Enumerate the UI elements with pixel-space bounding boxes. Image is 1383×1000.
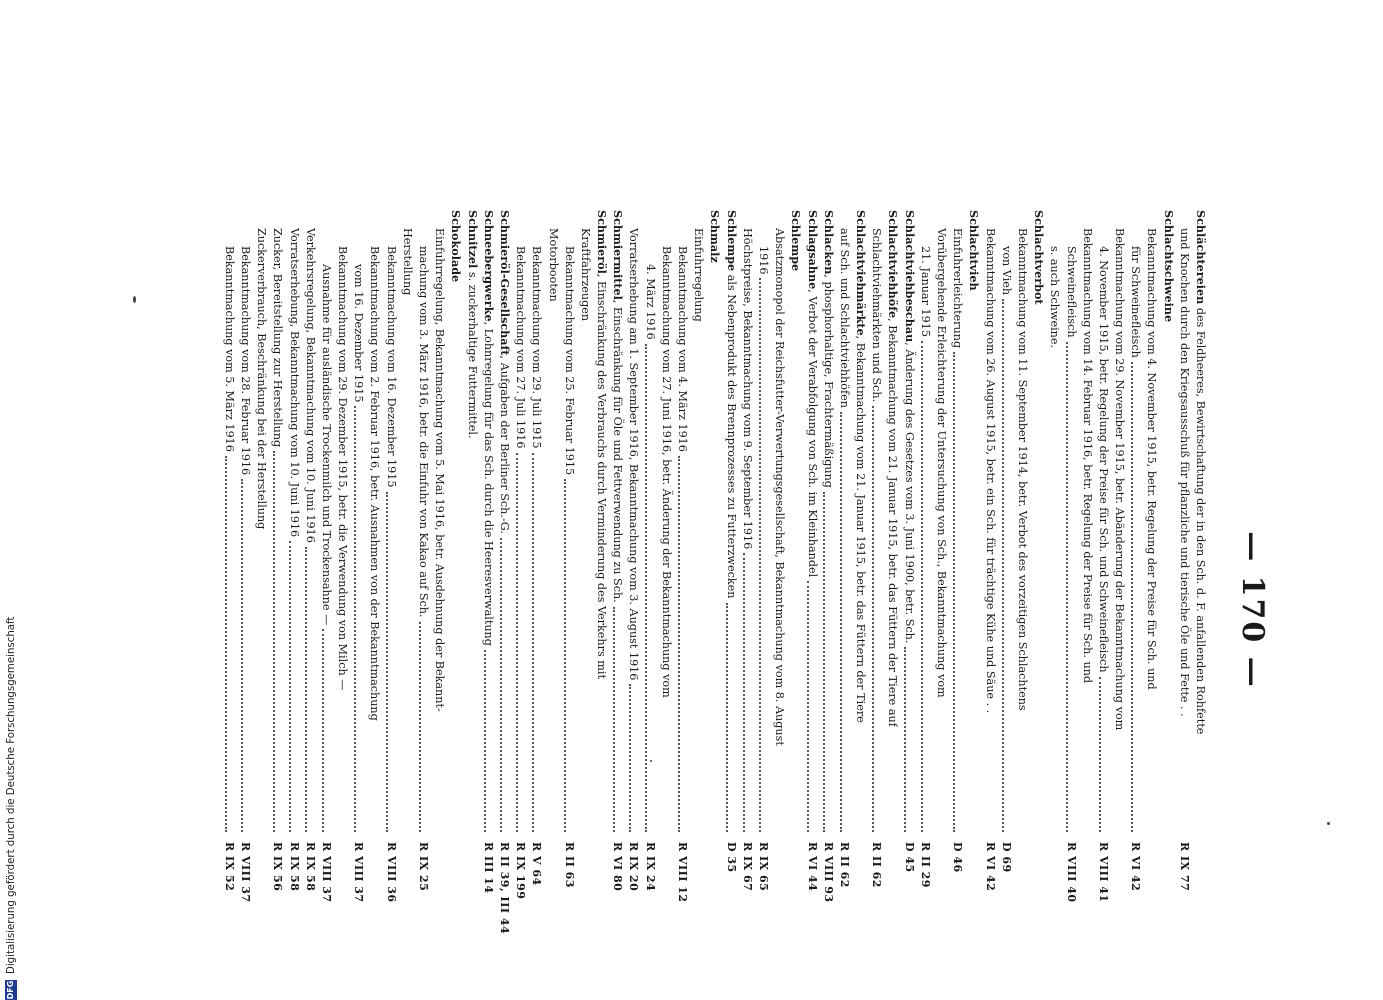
entry-description: , Bekanntmachung vom 21. Januar 1915, betr. das Füttern der Tiere auf xyxy=(886,318,900,727)
entry-description: Bekanntmachung vom 27. Juni 1916, betr. Änderung der Bekanntmachung vom xyxy=(659,246,673,698)
dot-leader xyxy=(419,622,421,832)
entry-text xyxy=(1095,210,1111,673)
index-entry xyxy=(949,210,965,950)
dot-leader xyxy=(500,538,502,832)
entry-reference: R II 62 xyxy=(870,842,884,888)
index-entry xyxy=(820,210,836,950)
entry-description: für Schweinefleisch xyxy=(1129,246,1143,358)
entry-description: des Feldheeres, Bewirtschaftung der in den Sch. d. F. anfallenden Rohfette xyxy=(1194,304,1208,735)
entry-description: , Lohnregelung für das Sch. durch die Heeresverwaltung xyxy=(481,321,495,646)
entry-description: Bekanntmachung vom 5. März 1916 xyxy=(222,246,236,452)
entry-description: Herstellung xyxy=(400,228,414,296)
entry-description: Vorübergehende Erleichterung der Untersuchung von Sch., Bekanntmachung vom xyxy=(935,228,949,698)
entry-reference: R V 64 xyxy=(530,842,544,886)
index-entry xyxy=(577,210,593,950)
index-entry xyxy=(431,210,447,950)
dot-leader xyxy=(1131,362,1133,832)
dot-leader xyxy=(273,451,275,832)
entry-keyword: Schmieröl xyxy=(595,210,610,274)
entry-reference: R IX 56 xyxy=(271,842,285,892)
entry-description: vom 16. Dezember 1915 xyxy=(352,264,366,403)
entry-text xyxy=(350,210,366,402)
index-entry xyxy=(512,210,528,950)
entry-keyword: Schlacken xyxy=(821,210,836,275)
entry-text xyxy=(366,210,382,721)
entry-description: Motorbooten xyxy=(546,228,560,302)
entry-keyword: Schlachtschweine xyxy=(1161,210,1176,323)
index-entry xyxy=(852,210,868,950)
entry-text xyxy=(334,210,350,690)
dot-leader xyxy=(921,341,923,832)
entry-keyword: Schlachtviehmärkte xyxy=(854,210,869,336)
entry-text xyxy=(868,210,884,402)
entry-text xyxy=(1046,210,1062,348)
index-entry xyxy=(382,210,398,950)
index-entry xyxy=(1030,210,1046,950)
entry-text xyxy=(577,210,593,321)
dot-leader xyxy=(953,352,955,832)
entry-description: Bekanntmachung vom 11. September 1914, betr. Verbot des vorzeitigen Schlachtens xyxy=(1015,228,1029,711)
entry-description: Zucker, Bereitstellung zur Herstellung xyxy=(271,228,285,448)
entry-description: , Einschränkung des Verbrauchs durch Verminderung des Verkehrs mit xyxy=(595,273,609,679)
entry-text xyxy=(690,210,706,322)
index-entries xyxy=(221,210,1208,950)
entry-keyword: Schnitzel xyxy=(465,210,480,269)
index-entry xyxy=(480,210,496,950)
entry-keyword: Schneebergwerke xyxy=(481,210,496,322)
index-entry xyxy=(253,210,269,950)
index-entry xyxy=(998,210,1014,950)
entry-description: Bekanntmachung vom 26. August 1915, betr. ein Sch. für trächtige Kühe und Säue . . xyxy=(983,228,997,714)
dot-leader xyxy=(1099,677,1101,832)
dot-leader xyxy=(726,603,728,833)
index-entry xyxy=(544,210,560,950)
entry-reference: R IX 67 xyxy=(740,842,754,892)
index-entry xyxy=(868,210,884,950)
entry-description: Vorratserhebung, Bekanntmachung vom 10. Juni 1916 xyxy=(287,228,301,538)
scan-speck xyxy=(1327,822,1330,825)
index-entry xyxy=(366,210,382,950)
dot-leader xyxy=(645,344,647,832)
entry-description: Bekanntmachung vom 29. Juli 1915 xyxy=(530,246,544,449)
index-entry xyxy=(690,210,706,950)
index-entry xyxy=(625,210,641,950)
entry-text xyxy=(496,210,512,534)
index-entry xyxy=(965,210,981,950)
entry-reference: R VIII 41 xyxy=(1096,842,1110,903)
index-entry xyxy=(1127,210,1143,950)
index-entry xyxy=(528,210,544,950)
entry-keyword: Schlächtereien xyxy=(1194,210,1208,305)
index-entry xyxy=(302,210,318,950)
entry-reference: R II 63 xyxy=(562,842,576,888)
dot-leader xyxy=(516,453,518,832)
entry-description: Bekanntmachung vom 4. November 1915, betr. Regelung der Preise für Sch. und xyxy=(1145,228,1159,690)
entry-text xyxy=(625,210,641,680)
entry-text xyxy=(739,210,755,549)
entry-description: Schlachtviehmärkten und Sch. xyxy=(870,228,884,403)
entry-reference: R VI 80 xyxy=(611,842,625,892)
index-entry xyxy=(787,210,803,950)
entry-text xyxy=(382,210,398,488)
index-entry xyxy=(463,210,479,950)
entry-reference: R VIII 37 xyxy=(352,842,366,903)
entry-reference: R II 39, III 44 xyxy=(497,842,511,935)
entry-reference: D 69 xyxy=(999,842,1013,873)
dot-leader xyxy=(241,479,243,832)
entry-text xyxy=(722,210,738,599)
dot-leader xyxy=(484,650,486,832)
index-entry xyxy=(1143,210,1159,950)
entry-reference: D 46 xyxy=(951,842,965,873)
dot-leader xyxy=(1002,299,1004,832)
index-entry xyxy=(334,210,350,950)
entry-text xyxy=(447,210,463,282)
dot-leader xyxy=(1066,342,1068,832)
index-entry xyxy=(674,210,690,950)
entry-text xyxy=(285,210,301,537)
entry-text xyxy=(933,210,949,698)
index-entry xyxy=(884,210,900,950)
index-entry xyxy=(1095,210,1111,950)
entry-description: Höchstpreise, Bekanntmachung vom 9. September 1916 xyxy=(740,228,754,550)
entry-description: 4. März 1916 xyxy=(643,264,657,340)
entry-keyword: Schmiermittel xyxy=(611,210,626,300)
entry-description: , Verbot der Verabfolgung von Sch. im Kleinhandel xyxy=(805,289,819,578)
index-entry xyxy=(803,210,819,950)
entry-text xyxy=(852,210,868,723)
index-entry xyxy=(771,210,787,950)
entry-text xyxy=(415,210,431,618)
dot-leader xyxy=(904,647,906,832)
entry-description: , Aufgaben der Berliner Sch.-G. xyxy=(497,355,511,534)
entry-description: Bekanntmachung vom 29. Dezember 1915, betr. die Verwendung von Milch — xyxy=(336,246,350,691)
rotated-text-block xyxy=(110,210,1270,950)
entry-text xyxy=(463,210,479,439)
index-entry xyxy=(900,210,916,950)
dot-leader xyxy=(322,629,324,832)
entry-text xyxy=(1111,210,1127,730)
entry-reference: R VIII 93 xyxy=(821,842,835,903)
entry-text xyxy=(917,210,933,337)
entry-keyword: Schmieröl-Gesellschaft xyxy=(497,210,512,356)
entry-text xyxy=(998,210,1014,295)
entry-description: und Knochen durch den Kriegsausschuß für pflanzliche und tierische Öle und Fette . . xyxy=(1177,228,1191,717)
entry-reference: R VIII 36 xyxy=(384,842,398,903)
entry-text xyxy=(399,210,415,295)
entry-text xyxy=(674,210,690,452)
entry-text xyxy=(755,210,771,274)
entry-description: Bekanntmachung vom 14. Februar 1916, betr. Regelung der Preise für Sch. und xyxy=(1080,228,1094,684)
entry-description: 1916 xyxy=(756,246,770,275)
entry-text xyxy=(544,210,560,302)
entry-description: Einfuhrregelung xyxy=(692,228,706,322)
index-entry xyxy=(285,210,301,950)
entry-reference: R IX 24 xyxy=(643,842,657,892)
index-entry xyxy=(1159,210,1175,950)
index-entry xyxy=(609,210,625,950)
entry-description: machung vom 3. März 1916, betr. die Einfuhr von Kakao auf Sch. xyxy=(417,246,431,618)
dot-leader xyxy=(386,492,388,832)
entry-text xyxy=(884,210,900,727)
dot-leader xyxy=(613,607,615,832)
entry-text xyxy=(1127,210,1143,358)
dot-leader xyxy=(743,553,745,832)
entry-text xyxy=(706,210,722,263)
entry-reference: R IX 52 xyxy=(222,842,236,892)
entry-keyword: Schlachtverbot xyxy=(1032,210,1047,305)
entry-reference: R IX 77 xyxy=(1177,842,1191,892)
entry-text xyxy=(1079,210,1095,683)
entry-text xyxy=(641,210,657,340)
index-entry xyxy=(221,210,237,950)
entry-keyword: Schlempe xyxy=(724,210,739,272)
index-entry xyxy=(641,210,657,950)
entry-reference: R VI 44 xyxy=(805,842,819,892)
index-entry xyxy=(658,210,674,950)
dot-leader xyxy=(289,541,291,832)
index-entry xyxy=(269,210,285,950)
index-entry xyxy=(237,210,253,950)
index-entry xyxy=(318,210,334,950)
dot-leader xyxy=(225,456,227,832)
entry-reference: R VIII 12 xyxy=(676,842,690,903)
entry-reference: D 45 xyxy=(902,842,916,873)
entry-description: Bekanntmachung vom 4. März 1916 xyxy=(676,246,690,452)
entry-text xyxy=(237,210,253,475)
index-entry xyxy=(706,210,722,950)
entry-text xyxy=(480,210,496,646)
entry-text xyxy=(1062,210,1078,338)
index-entry xyxy=(399,210,415,950)
dot-leader xyxy=(872,406,874,832)
dot-leader xyxy=(354,406,356,832)
index-entry xyxy=(917,210,933,950)
entry-reference: R VIII 40 xyxy=(1064,842,1078,903)
entry-text xyxy=(803,210,819,577)
entry-reference: R IX 199 xyxy=(514,842,528,900)
entry-keyword: Schlachtviehbeschau xyxy=(902,210,917,343)
entry-text xyxy=(1143,210,1159,690)
index-entry xyxy=(561,210,577,950)
entry-text xyxy=(1176,210,1192,717)
entry-description: , Änderung des Gesetzes vom 3. Juni 1900, betr. Sch. xyxy=(902,342,916,644)
entry-description: Kraftfahrzeugen xyxy=(578,228,592,322)
entry-text xyxy=(900,210,916,643)
entry-text xyxy=(1159,210,1175,322)
entry-description: 4. November 1915, betr. Regelung der Preise für Sch. und Schweinefleisch xyxy=(1096,246,1110,673)
index-entry xyxy=(836,210,852,950)
dot-leader xyxy=(807,581,809,832)
entry-description: auf Sch. und Schlachtviehhöfen xyxy=(837,228,851,408)
index-entry xyxy=(1111,210,1127,950)
entry-reference: R IX 25 xyxy=(417,842,431,892)
entry-description: Bekanntmachung vom 27. Juli 1916 xyxy=(514,246,528,449)
entry-description: , Bekanntmachung vom 21. Januar 1915, betr. das Füttern der Tiere xyxy=(854,335,868,723)
index-entry xyxy=(755,210,771,950)
scan-speck xyxy=(650,760,652,762)
entry-text xyxy=(820,210,836,488)
index-entry xyxy=(496,210,512,950)
entry-description: Einfuhrregelung, Bekanntmachung vom 5. Mai 1916, betr. Ausdehnung der Bekannt- xyxy=(433,228,447,712)
entry-description: Absatzmonopol der Reichsfutter-Verwertungsgesellschaft, Bekanntmachung vom 8. August xyxy=(773,228,787,746)
index-entry xyxy=(981,210,997,950)
dot-leader xyxy=(824,492,826,832)
entry-reference: R IX 58 xyxy=(287,842,301,892)
entry-text xyxy=(787,210,803,271)
entry-description: Vorratserhebung am 1. September 1916, Bekanntmachung vom 3. August 1916 xyxy=(627,228,641,681)
index-entry xyxy=(593,210,609,950)
page-number: — 170 — xyxy=(1235,531,1270,689)
index-entry xyxy=(933,210,949,950)
entry-reference: R VI 42 xyxy=(1129,842,1143,892)
entry-text xyxy=(981,210,997,713)
entry-keyword: Schlempe xyxy=(789,210,804,272)
dot-leader xyxy=(565,479,567,832)
digitization-credit xyxy=(0,600,22,1000)
dot-leader xyxy=(678,456,680,832)
entry-reference: R III 14 xyxy=(481,842,495,894)
entry-text xyxy=(512,210,528,449)
entry-reference: R VIII 37 xyxy=(319,842,333,903)
entry-description: 21. Januar 1915 xyxy=(918,246,932,337)
entry-reference: R IX 58 xyxy=(303,842,317,892)
entry-text xyxy=(269,210,285,447)
dfg-logo: DFG xyxy=(6,980,15,1000)
index-entry xyxy=(739,210,755,950)
index-entry xyxy=(350,210,366,950)
entry-description: Zuckerverbrauch, Beschränkung bei der Herstellung xyxy=(255,228,269,530)
entry-description: Verkehrsregelung, Bekanntmachung vom 10. Juni 1916 xyxy=(303,228,317,543)
entry-reference: R IX 65 xyxy=(756,842,770,892)
entry-text xyxy=(949,210,965,348)
entry-reference: R VIII 37 xyxy=(238,842,252,903)
entry-description: Schweinefleisch xyxy=(1064,246,1078,338)
entry-text xyxy=(593,210,609,679)
entry-text xyxy=(965,210,981,291)
dot-leader xyxy=(532,453,534,832)
index-entry xyxy=(1176,210,1192,950)
entry-reference: R II 62 xyxy=(837,842,851,888)
entry-text xyxy=(836,210,852,408)
entry-text xyxy=(431,210,447,712)
entry-description: Bekanntmachung vom 16. Dezember 1915 xyxy=(384,246,398,488)
entry-keyword: Schlachtviehhöfe xyxy=(886,210,901,319)
index-entry xyxy=(1079,210,1095,950)
entry-reference: R VI 42 xyxy=(983,842,997,892)
entry-text xyxy=(1192,210,1208,734)
entry-reference: R IX 20 xyxy=(627,842,641,892)
entry-description: als Nebenprodukt des Brennprozesses zu Futterzwecken xyxy=(724,271,738,599)
entry-text xyxy=(302,210,318,543)
dot-leader xyxy=(840,412,842,832)
entry-description: Ausnahme für ausländische Trockenmilch und Trockensahne — xyxy=(319,264,333,626)
entry-description: von Vieh xyxy=(999,246,1013,296)
entry-keyword: Schlachtvieh xyxy=(967,210,982,291)
entry-description: Bekanntmachung vom 29. November 1915, betr. Abänderung der Bekanntmachung vom xyxy=(1113,228,1127,731)
entry-text xyxy=(1014,210,1030,711)
index-entry xyxy=(1014,210,1030,950)
entry-keyword: Schmalz xyxy=(708,210,723,263)
entry-reference: R II 29 xyxy=(918,842,932,888)
entry-text xyxy=(221,210,237,452)
index-entry xyxy=(1192,210,1208,950)
entry-description: Bekanntmachung vom 28. Februar 1916 xyxy=(238,246,252,476)
entry-text xyxy=(658,210,674,698)
entry-text xyxy=(318,210,334,625)
credit-text: Digitalisierung gefördert durch die Deutsche Forschungsgemeinschaft xyxy=(5,616,17,974)
entry-text xyxy=(1030,210,1046,305)
entry-keyword: Schlagsahne xyxy=(805,210,820,290)
index-entry xyxy=(415,210,431,950)
entry-keyword: Schokolade xyxy=(449,210,464,283)
entry-text xyxy=(528,210,544,449)
entry-description: Bekanntmachung vom 2. Februar 1916, betr. Ausnahmen von der Bekanntmachung xyxy=(368,246,382,721)
dot-leader xyxy=(306,547,308,832)
entry-description: Einfuhrerleichterung xyxy=(951,228,965,349)
dot-leader xyxy=(629,684,631,832)
entry-text xyxy=(609,210,625,603)
entry-text xyxy=(253,210,269,529)
scan-speck xyxy=(133,296,136,303)
entry-description: Bekanntmachung vom 25. Februar 1915 xyxy=(562,246,576,476)
entry-description: s. auch Schweine. xyxy=(1048,246,1062,349)
entry-text xyxy=(561,210,577,475)
index-entry xyxy=(1062,210,1078,950)
index-entry xyxy=(722,210,738,950)
entry-description: , phosphorhaltige, Frachtermäßigung xyxy=(821,274,835,488)
dot-leader xyxy=(759,278,761,832)
index-entry xyxy=(447,210,463,950)
entry-reference: D 35 xyxy=(724,842,738,873)
entry-description: s. zuckerhaltige Futtermittel. xyxy=(465,268,479,439)
index-entry xyxy=(1046,210,1062,950)
entry-text xyxy=(771,210,787,746)
entry-description: , Einschränkung für Öle und Fettverwendung zu Sch. xyxy=(611,299,625,603)
